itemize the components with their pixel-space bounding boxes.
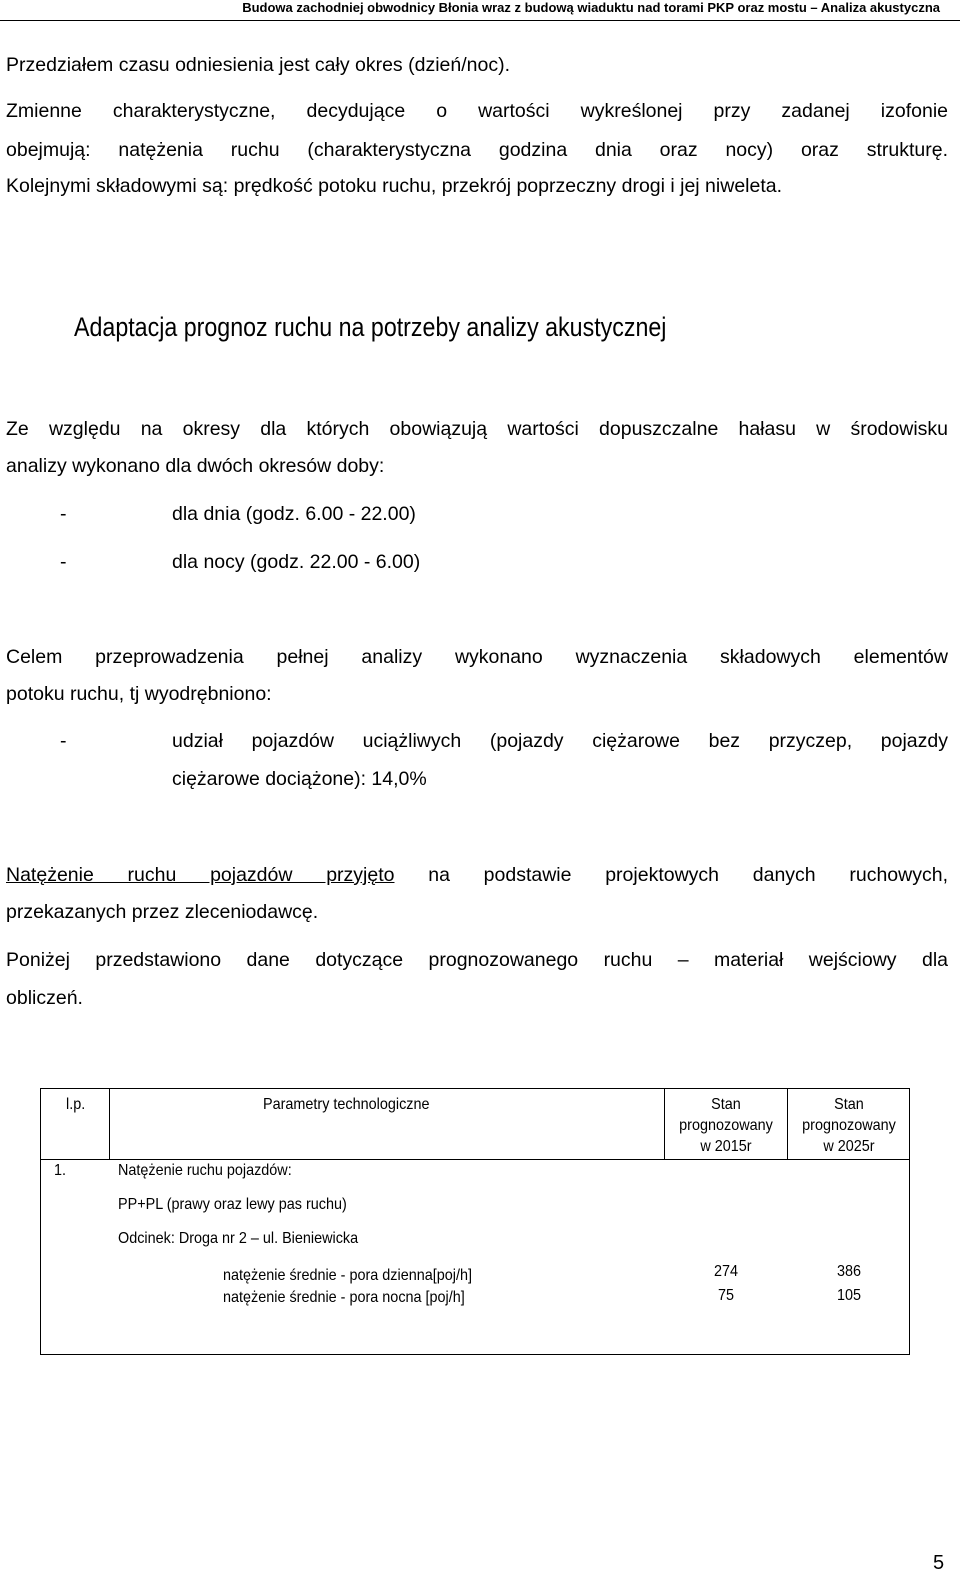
value-day-2025: 386 [836, 1263, 862, 1280]
value-day-2015: 274 [713, 1263, 739, 1280]
bullet-dash: - [60, 503, 67, 525]
intro-line-2: Zmienne charakterystyczne, decydujące o wartości wykreślonej przy zadanej izofonie [6, 100, 948, 122]
traffic-line-2: przekazanych przez zleceniodawcę. [6, 901, 319, 923]
header-2015-line-1: Stan [711, 1096, 741, 1113]
intro-line-4: Kolejnymi składowymi są: prędkość potoku ruchu, przekrój poprzeczny drogi i jej niweleta. [6, 175, 783, 197]
analysis-line-2: potoku ruchu, tj wyodrębniono: [6, 683, 272, 705]
period-day: dla dnia (godz. 6.00 - 22.00) [172, 503, 416, 525]
running-title: Budowa zachodniej obwodnicy Błonia wraz z budową wiaduktu nad torami PKP oraz mostu – Analiza akustyczna [242, 0, 940, 15]
header-2025-line-2: prognozowany [802, 1117, 896, 1134]
table-divider [787, 1089, 788, 1159]
header-params: Parametry technologiczne [263, 1096, 430, 1113]
analysis-item-line-2: ciężarowe dociążone): 14,0% [172, 768, 427, 790]
metric-day-label: natężenie średnie - pora dzienna[poj/h] [223, 1267, 472, 1284]
running-header [0, 0, 960, 21]
table-divider [664, 1089, 665, 1159]
value-night-2025: 105 [836, 1287, 862, 1304]
intro-line-1: Przedziałem czasu odniesienia jest cały okres (dzień/noc). [6, 54, 510, 76]
analysis-item-line-1: udział pojazdów uciążliwych (pojazdy ciężarowe bez przyczep, pojazdy [172, 730, 948, 752]
below-line-1: Poniżej przedstawiono dane dotyczące prognozowanego ruchu – materiał wejściowy dla [6, 949, 948, 971]
row-title: Natężenie ruchu pojazdów: [118, 1162, 292, 1179]
header-2025-line-3: w 2025r [823, 1138, 875, 1155]
traffic-line-1-rest: na podstawie projektowych danych ruchowych, [394, 864, 948, 886]
intro-line-3: obejmują: natężenia ruchu (charakterystyczna godzina dnia oraz nocy) oraz strukturę. [6, 139, 948, 161]
page-number: 5 [933, 1552, 945, 1574]
traffic-table [40, 1088, 910, 1355]
header-lp: l.p. [66, 1096, 86, 1113]
traffic-line-1 [6, 863, 948, 887]
header-2025-line-1: Stan [834, 1096, 864, 1113]
periods-line-1: Ze względu na okresy dla których obowiązują wartości dopuszczalne hałasu w środowisku [6, 418, 948, 440]
header-2015-line-2: prognozowany [679, 1117, 773, 1134]
traffic-underlined: Natężenie ruchu pojazdów przyjęto [6, 864, 395, 886]
row-subtitle-lanes: PP+PL (prawy oraz lewy pas ruchu) [118, 1196, 347, 1213]
periods-line-2: analizy wykonano dla dwóch okresów doby: [6, 455, 385, 477]
bullet-dash: - [60, 551, 67, 573]
header-2015-line-3: w 2015r [700, 1138, 752, 1155]
metric-night-label: natężenie średnie - pora nocna [poj/h] [223, 1289, 465, 1306]
section-heading: Adaptacja prognoz ruchu na potrzeby analizy akustycznej [74, 312, 667, 342]
table-divider [109, 1089, 110, 1159]
below-line-2: obliczeń. [6, 987, 83, 1009]
bullet-dash: - [60, 730, 67, 752]
row-number: 1. [54, 1162, 67, 1179]
value-night-2015: 75 [717, 1287, 735, 1304]
period-night: dla nocy (godz. 22.00 - 6.00) [172, 551, 421, 573]
row-subtitle-section: Odcinek: Droga nr 2 – ul. Bieniewicka [118, 1230, 359, 1247]
analysis-line-1: Celem przeprowadzenia pełnej analizy wykonano wyznaczenia składowych elementów [6, 646, 948, 668]
